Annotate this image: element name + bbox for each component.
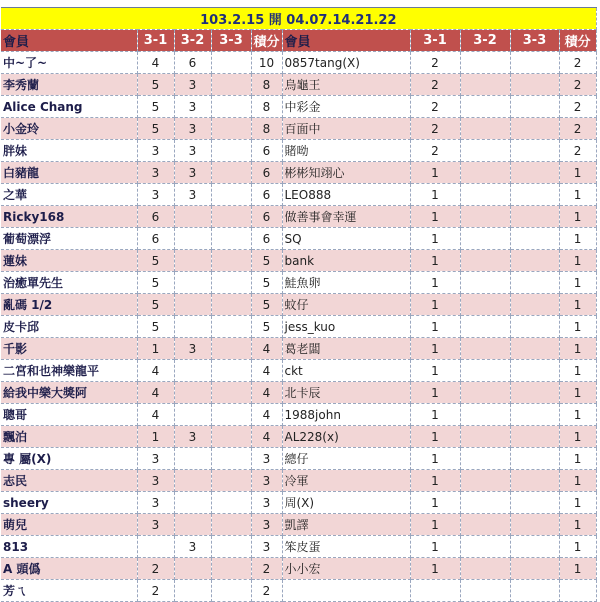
member-name: 芳ㄟ	[1, 580, 137, 602]
score-3-1-2: 1	[410, 228, 460, 250]
score-3-3-2	[510, 228, 559, 250]
table-row	[1, 272, 596, 294]
score-total: 4	[251, 360, 282, 382]
score-3-1	[137, 536, 174, 558]
member-name-2: 小小宏	[282, 558, 410, 580]
score-total: 2	[251, 558, 282, 580]
score-3-2: 3	[174, 96, 211, 118]
score-3-1-2: 2	[410, 96, 460, 118]
score-total: 5	[251, 294, 282, 316]
member-name-2: 冷軍	[282, 470, 410, 492]
score-3-1-2: 2	[410, 118, 460, 140]
table-row	[1, 448, 596, 470]
table-row	[1, 360, 596, 382]
score-3-2	[174, 316, 211, 338]
score-3-1-2: 1	[410, 536, 460, 558]
score-3-3-2	[510, 536, 559, 558]
table-row	[1, 382, 596, 404]
score-3-2-2	[460, 140, 510, 162]
score-3-1-2: 1	[410, 558, 460, 580]
score-total-2: 1	[559, 492, 596, 514]
score-3-3-2	[510, 52, 559, 74]
score-3-3	[211, 272, 251, 294]
score-3-1-2: 1	[410, 206, 460, 228]
score-total-2: 2	[559, 140, 596, 162]
score-3-2-2	[460, 536, 510, 558]
score-total-2: 1	[559, 162, 596, 184]
header-3-2-2: 3-2	[460, 30, 510, 52]
score-3-1: 5	[137, 74, 174, 96]
score-3-1: 5	[137, 272, 174, 294]
score-total: 6	[251, 228, 282, 250]
score-total-2: 1	[559, 250, 596, 272]
score-3-3	[211, 360, 251, 382]
score-3-3-2	[510, 558, 559, 580]
score-3-1-2: 1	[410, 382, 460, 404]
score-3-2: 6	[174, 52, 211, 74]
member-name-2: 北卡辰	[282, 382, 410, 404]
score-total: 4	[251, 404, 282, 426]
score-total: 3	[251, 492, 282, 514]
score-3-1-2: 1	[410, 250, 460, 272]
score-3-1: 3	[137, 514, 174, 536]
score-total-2: 2	[559, 96, 596, 118]
score-total-2: 1	[559, 228, 596, 250]
score-3-1: 3	[137, 184, 174, 206]
member-name: 飄泊	[1, 426, 137, 448]
member-name: 萌兒	[1, 514, 137, 536]
member-name: 胖妹	[1, 140, 137, 162]
score-total: 6	[251, 140, 282, 162]
score-3-1-2: 1	[410, 360, 460, 382]
score-3-2	[174, 404, 211, 426]
score-3-1: 5	[137, 250, 174, 272]
score-3-2: 3	[174, 536, 211, 558]
score-3-3-2	[510, 272, 559, 294]
table-row	[1, 162, 596, 184]
member-name-2: 笨皮蛋	[282, 536, 410, 558]
score-total: 5	[251, 272, 282, 294]
score-3-2-2	[460, 250, 510, 272]
member-name-2: 做善事會幸運	[282, 206, 410, 228]
score-3-2	[174, 228, 211, 250]
table-row	[1, 404, 596, 426]
score-3-3	[211, 250, 251, 272]
score-3-1: 3	[137, 448, 174, 470]
score-3-1: 2	[137, 558, 174, 580]
member-name-2: 葛老闆	[282, 338, 410, 360]
score-3-2	[174, 294, 211, 316]
score-3-1: 6	[137, 206, 174, 228]
member-name-2: jess_kuo	[282, 316, 410, 338]
score-3-2-2	[460, 206, 510, 228]
score-total: 3	[251, 448, 282, 470]
member-name-2: 中彩金	[282, 96, 410, 118]
score-3-1-2: 1	[410, 272, 460, 294]
score-3-2-2	[460, 184, 510, 206]
score-3-3	[211, 316, 251, 338]
score-total: 5	[251, 250, 282, 272]
member-name: 中~了~	[1, 52, 137, 74]
table-title: 103.2.15 開 04.07.14.21.22	[1, 8, 596, 30]
score-3-1: 4	[137, 52, 174, 74]
score-3-2-2	[460, 382, 510, 404]
score-3-2	[174, 360, 211, 382]
member-name-2: LEO888	[282, 184, 410, 206]
score-3-2-2	[460, 316, 510, 338]
score-3-3-2	[510, 184, 559, 206]
table-row	[1, 250, 596, 272]
score-3-3	[211, 558, 251, 580]
member-name: Alice Chang	[1, 96, 137, 118]
score-3-3-2	[510, 382, 559, 404]
table-row	[1, 206, 596, 228]
score-3-1-2: 1	[410, 316, 460, 338]
member-name-2: SQ	[282, 228, 410, 250]
score-total-2: 1	[559, 338, 596, 360]
member-name-2: ckt	[282, 360, 410, 382]
score-3-1: 3	[137, 470, 174, 492]
score-3-2	[174, 558, 211, 580]
member-name-2: 烏龜王	[282, 74, 410, 96]
member-name-2: 1988john	[282, 404, 410, 426]
member-name-2: 0857tang(X)	[282, 52, 410, 74]
score-3-1: 5	[137, 294, 174, 316]
table-row	[1, 96, 596, 118]
score-3-2: 3	[174, 338, 211, 360]
score-3-3-2	[510, 338, 559, 360]
score-total: 3	[251, 470, 282, 492]
score-3-3-2	[510, 294, 559, 316]
score-3-2-2	[460, 74, 510, 96]
table-row	[1, 52, 596, 74]
member-name: 蓮妹	[1, 250, 137, 272]
score-total: 8	[251, 74, 282, 96]
score-total-2: 1	[559, 470, 596, 492]
score-3-1-2: 1	[410, 470, 460, 492]
header-score-2: 積分	[559, 30, 596, 52]
score-3-3	[211, 228, 251, 250]
score-3-2-2	[460, 360, 510, 382]
member-name-2: 百面中	[282, 118, 410, 140]
member-name: 之華	[1, 184, 137, 206]
score-3-2	[174, 206, 211, 228]
table-row	[1, 426, 596, 448]
score-3-1: 5	[137, 96, 174, 118]
member-name-2: AL228(x)	[282, 426, 410, 448]
score-3-2: 3	[174, 162, 211, 184]
header-member: 會員	[1, 30, 137, 52]
member-name: 白豬龍	[1, 162, 137, 184]
table-row	[1, 294, 596, 316]
score-3-1-2: 1	[410, 338, 460, 360]
score-total-2: 1	[559, 426, 596, 448]
score-total: 4	[251, 338, 282, 360]
score-3-3-2	[510, 96, 559, 118]
score-3-2: 3	[174, 118, 211, 140]
score-3-2-2	[460, 558, 510, 580]
score-total-2: 2	[559, 118, 596, 140]
member-name: 治癒單先生	[1, 272, 137, 294]
score-3-1-2: 1	[410, 184, 460, 206]
score-3-2-2	[460, 272, 510, 294]
score-3-2-2	[460, 96, 510, 118]
score-3-1: 1	[137, 426, 174, 448]
member-name: 志民	[1, 470, 137, 492]
member-name-2: 周(X)	[282, 492, 410, 514]
score-3-3-2	[510, 206, 559, 228]
score-total-2: 2	[559, 74, 596, 96]
score-total-2: 1	[559, 536, 596, 558]
member-name: 李秀蘭	[1, 74, 137, 96]
member-name: A 頭僞	[1, 558, 137, 580]
score-3-2	[174, 492, 211, 514]
table-row	[1, 316, 596, 338]
member-name-2: 凱譯	[282, 514, 410, 536]
score-3-2-2	[460, 426, 510, 448]
member-name: 813	[1, 536, 137, 558]
table-row	[1, 558, 596, 580]
score-3-1: 6	[137, 228, 174, 250]
score-3-3	[211, 162, 251, 184]
header-3-3: 3-3	[211, 30, 251, 52]
member-name: 二宮和也神樂龍平	[1, 360, 137, 382]
score-3-2: 3	[174, 184, 211, 206]
score-3-1: 4	[137, 360, 174, 382]
score-3-2	[174, 250, 211, 272]
table-row	[1, 536, 596, 558]
score-3-1-2: 1	[410, 448, 460, 470]
score-3-2-2	[460, 492, 510, 514]
score-3-3	[211, 294, 251, 316]
score-3-3	[211, 52, 251, 74]
score-3-3-2	[510, 140, 559, 162]
score-total-2: 1	[559, 448, 596, 470]
score-3-2-2	[460, 514, 510, 536]
score-3-3-2	[510, 250, 559, 272]
header-score: 積分	[251, 30, 282, 52]
score-3-3-2	[510, 118, 559, 140]
member-name-2: 賭呦	[282, 140, 410, 162]
score-total: 5	[251, 316, 282, 338]
score-3-3-2	[510, 404, 559, 426]
score-3-2-2	[460, 448, 510, 470]
score-total: 10	[251, 52, 282, 74]
score-3-3	[211, 206, 251, 228]
table-row	[1, 184, 596, 206]
score-3-2-2	[460, 404, 510, 426]
score-3-2: 3	[174, 426, 211, 448]
score-3-2: 3	[174, 140, 211, 162]
score-3-1: 5	[137, 118, 174, 140]
score-3-2-2	[460, 294, 510, 316]
header-3-1-2: 3-1	[410, 30, 460, 52]
score-3-1-2: 2	[410, 52, 460, 74]
score-3-3-2	[510, 162, 559, 184]
member-name: 亂碼 1/2	[1, 294, 137, 316]
member-name: 給我中樂大獎阿	[1, 382, 137, 404]
score-3-3-2	[510, 360, 559, 382]
score-total-2: 1	[559, 514, 596, 536]
score-3-2: 3	[174, 74, 211, 96]
score-3-1-2: 1	[410, 294, 460, 316]
score-total-2: 1	[559, 272, 596, 294]
score-3-2-2	[460, 338, 510, 360]
score-3-1: 3	[137, 140, 174, 162]
score-3-3-2	[510, 316, 559, 338]
header-3-3-2: 3-3	[510, 30, 559, 52]
score-total-2: 1	[559, 558, 596, 580]
score-3-1-2: 1	[410, 426, 460, 448]
score-3-1: 3	[137, 162, 174, 184]
member-name: 千影	[1, 338, 137, 360]
score-3-3-2	[510, 492, 559, 514]
score-total: 8	[251, 118, 282, 140]
member-name: 聰哥	[1, 404, 137, 426]
member-name: 葡萄漂浮	[1, 228, 137, 250]
score-3-3	[211, 96, 251, 118]
score-3-3	[211, 382, 251, 404]
score-3-1: 5	[137, 316, 174, 338]
header-3-2: 3-2	[174, 30, 211, 52]
score-3-2-2	[460, 52, 510, 74]
score-total: 4	[251, 426, 282, 448]
score-total: 2	[251, 580, 282, 602]
score-3-3	[211, 140, 251, 162]
score-3-2	[174, 514, 211, 536]
score-total-2: 1	[559, 316, 596, 338]
member-name: 專 屬(X)	[1, 448, 137, 470]
member-name: sheery	[1, 492, 137, 514]
header-member-2: 會員	[282, 30, 410, 52]
score-3-3	[211, 470, 251, 492]
score-3-3	[211, 338, 251, 360]
header-3-1: 3-1	[137, 30, 174, 52]
score-total: 6	[251, 162, 282, 184]
score-3-1-2: 1	[410, 492, 460, 514]
score-total: 3	[251, 536, 282, 558]
score-total-2: 1	[559, 184, 596, 206]
member-name: 小金玲	[1, 118, 137, 140]
score-total: 6	[251, 184, 282, 206]
score-3-1: 4	[137, 382, 174, 404]
score-table	[1, 7, 597, 602]
table-row	[1, 470, 596, 492]
score-3-1: 4	[137, 404, 174, 426]
score-3-3	[211, 118, 251, 140]
member-name-2: 蚊仔	[282, 294, 410, 316]
score-total: 4	[251, 382, 282, 404]
score-3-1: 1	[137, 338, 174, 360]
score-3-2	[174, 448, 211, 470]
score-3-1-2: 2	[410, 140, 460, 162]
table-row	[1, 492, 596, 514]
score-total-2: 1	[559, 404, 596, 426]
score-3-3	[211, 404, 251, 426]
member-name-2: 總仔	[282, 448, 410, 470]
score-3-3-2	[510, 448, 559, 470]
score-3-2-2	[460, 470, 510, 492]
score-3-2	[174, 382, 211, 404]
title-row	[1, 8, 596, 30]
score-total: 3	[251, 514, 282, 536]
score-3-1-2: 1	[410, 162, 460, 184]
score-total: 6	[251, 206, 282, 228]
score-total-2: 1	[559, 360, 596, 382]
table-row	[1, 338, 596, 360]
score-total-2: 1	[559, 382, 596, 404]
score-3-3-2	[510, 470, 559, 492]
score-3-3	[211, 184, 251, 206]
score-total-2: 1	[559, 206, 596, 228]
score-3-1: 2	[137, 580, 174, 602]
score-3-1-2: 2	[410, 74, 460, 96]
score-total-2: 2	[559, 52, 596, 74]
score-3-1-2: 1	[410, 404, 460, 426]
member-name: Ricky168	[1, 206, 137, 228]
member-name-2: 彬彬知翊心	[282, 162, 410, 184]
score-3-3	[211, 448, 251, 470]
member-name-2: bank	[282, 250, 410, 272]
score-3-3	[211, 426, 251, 448]
table-row	[1, 140, 596, 162]
score-3-2-2	[460, 118, 510, 140]
score-total: 8	[251, 96, 282, 118]
member-name-2: 鮭魚卵	[282, 272, 410, 294]
score-3-3	[211, 536, 251, 558]
score-3-2	[174, 470, 211, 492]
header-row	[1, 30, 596, 52]
table-row	[1, 74, 596, 96]
score-3-3-2	[510, 426, 559, 448]
score-3-3	[211, 74, 251, 96]
score-3-3-2	[510, 74, 559, 96]
score-3-1: 3	[137, 492, 174, 514]
score-3-3-2	[510, 514, 559, 536]
score-3-2-2	[460, 162, 510, 184]
table-row	[1, 118, 596, 140]
score-3-3	[211, 514, 251, 536]
score-3-2-2	[460, 228, 510, 250]
table-row	[1, 514, 596, 536]
score-3-3	[211, 492, 251, 514]
table-row	[1, 228, 596, 250]
score-3-1-2: 1	[410, 514, 460, 536]
score-3-2	[174, 272, 211, 294]
member-name: 皮卡邱	[1, 316, 137, 338]
score-total-2: 1	[559, 294, 596, 316]
